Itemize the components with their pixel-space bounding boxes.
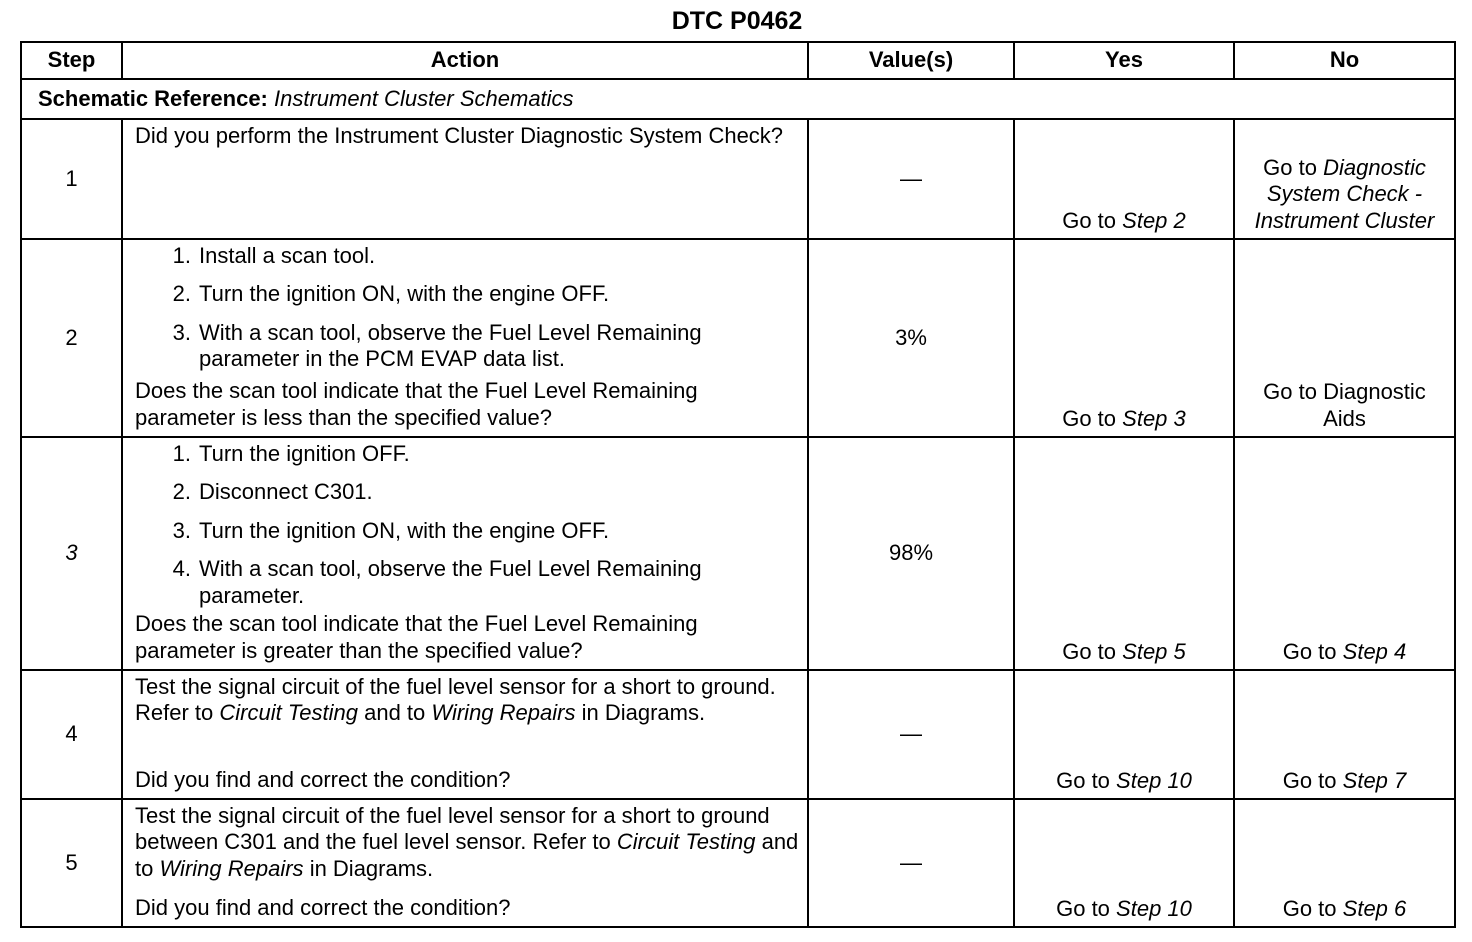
- table-row: [21, 670, 1455, 799]
- table-row: [21, 437, 1455, 670]
- yes-target: Step 3: [1122, 405, 1186, 431]
- wiring-repairs-link[interactable]: Wiring Repairs: [431, 700, 576, 726]
- action-cell: [122, 799, 808, 927]
- list-item: 4. With a scan tool, observe the Fuel Level Remaining parameter.: [172, 556, 702, 608]
- table-row: [21, 799, 1455, 927]
- schematic-reference-row: [21, 79, 1455, 119]
- header-row: [21, 42, 1455, 79]
- procedure-list: [135, 243, 799, 373]
- no-target: Step 7: [1342, 767, 1407, 793]
- no-cell[interactable]: [1234, 119, 1455, 239]
- no-prefix: Go to: [1263, 154, 1317, 180]
- schematic-reference-link[interactable]: Instrument Cluster Schematics: [274, 85, 574, 111]
- value-cell: 3%: [808, 239, 1014, 437]
- header-action: Action: [122, 42, 808, 79]
- list-item: 3. With a scan tool, observe the Fuel Level Remaining parameter in the PCM EVAP data list.: [172, 319, 702, 372]
- no-target: Step 6: [1342, 895, 1407, 921]
- value-cell: 98%: [808, 437, 1014, 670]
- action-question: Did you find and correct the condition?: [135, 766, 511, 792]
- step-number: 3: [21, 437, 122, 670]
- step-number: 5: [21, 799, 122, 927]
- list-item: 2. Disconnect C301.: [172, 479, 373, 505]
- yes-cell[interactable]: [1014, 239, 1234, 437]
- action-cell: [122, 437, 808, 670]
- header-values: Value(s): [808, 42, 1014, 79]
- list-item: 2. Turn the ignition ON, with the engine OFF.: [172, 281, 610, 307]
- yes-prefix: Go to: [1062, 207, 1117, 233]
- header-no: No: [1234, 42, 1455, 79]
- no-target: Diagnostic System Check - Instrument Cluster: [1254, 154, 1435, 233]
- yes-cell[interactable]: [1014, 119, 1234, 239]
- circuit-testing-link[interactable]: Circuit Testing: [616, 829, 756, 855]
- no-cell[interactable]: Go to Diagnostic Aids: [1234, 239, 1455, 437]
- list-item: 3. Turn the ignition ON, with the engine OFF.: [172, 517, 610, 543]
- step-number: 2: [21, 239, 122, 437]
- yes-prefix: Go to: [1062, 638, 1117, 664]
- step-number: 4: [21, 670, 122, 799]
- yes-target: Step 10: [1116, 895, 1192, 921]
- page-title: DTC P0462: [671, 7, 803, 35]
- action-cell: [122, 670, 808, 799]
- no-cell[interactable]: [1234, 799, 1455, 927]
- action-question: Did you perform the Instrument Cluster Diagnostic System Check?: [135, 123, 784, 148]
- wiring-repairs-link[interactable]: Wiring Repairs: [159, 855, 304, 881]
- table-row: [21, 239, 1455, 437]
- no-prefix: Go to: [1282, 638, 1337, 664]
- yes-cell[interactable]: [1014, 799, 1234, 927]
- list-item: 1. Turn the ignition OFF.: [172, 441, 410, 466]
- yes-target: Step 10: [1116, 767, 1192, 793]
- procedure-list: [135, 441, 799, 609]
- yes-target: Step 2: [1122, 207, 1186, 233]
- table-row: [21, 119, 1455, 239]
- action-question: Did you find and correct the condition?: [135, 894, 511, 920]
- yes-prefix: Go to: [1062, 405, 1117, 431]
- schematic-reference-label: Schematic Reference:: [38, 85, 268, 111]
- no-target: Step 4: [1342, 638, 1407, 664]
- header-yes: Yes: [1014, 42, 1234, 79]
- no-prefix: Go to: [1282, 767, 1337, 793]
- action-question: Does the scan tool indicate that the Fuel Level Remaining parameter is less than the specified value?: [135, 378, 698, 430]
- diagnostic-table: [20, 41, 1456, 928]
- yes-cell[interactable]: [1014, 670, 1234, 799]
- list-item: 1. Install a scan tool.: [172, 243, 376, 268]
- yes-cell[interactable]: [1014, 437, 1234, 670]
- circuit-testing-link[interactable]: Circuit Testing: [219, 700, 358, 726]
- action-cell: [122, 239, 808, 437]
- no-cell[interactable]: [1234, 437, 1455, 670]
- action-cell: [122, 119, 808, 239]
- step-number: 1: [21, 119, 122, 239]
- no-prefix: Go to: [1282, 895, 1337, 921]
- action-instruction: Test the signal circuit of the fuel level sensor for a short to ground. Refer to Circuit Testing and to Wiring Repairs in Diagrams.: [135, 674, 776, 726]
- yes-prefix: Go to: [1056, 895, 1110, 921]
- action-instruction: Test the signal circuit of the fuel level sensor for a short to ground between C301 and the fuel level sensor. Refer to Circuit Testing and to Wiring Repairs in Diagrams.: [135, 803, 799, 881]
- action-question: Does the scan tool indicate that the Fuel Level Remaining parameter is greater than the specified value?: [135, 611, 698, 663]
- yes-prefix: Go to: [1056, 767, 1110, 793]
- value-cell: —: [808, 799, 1014, 927]
- yes-target: Step 5: [1122, 638, 1186, 664]
- value-cell: —: [808, 670, 1014, 799]
- schematic-reference: [21, 79, 1455, 119]
- header-step: Step: [21, 42, 122, 79]
- no-cell[interactable]: [1234, 670, 1455, 799]
- value-cell: —: [808, 119, 1014, 239]
